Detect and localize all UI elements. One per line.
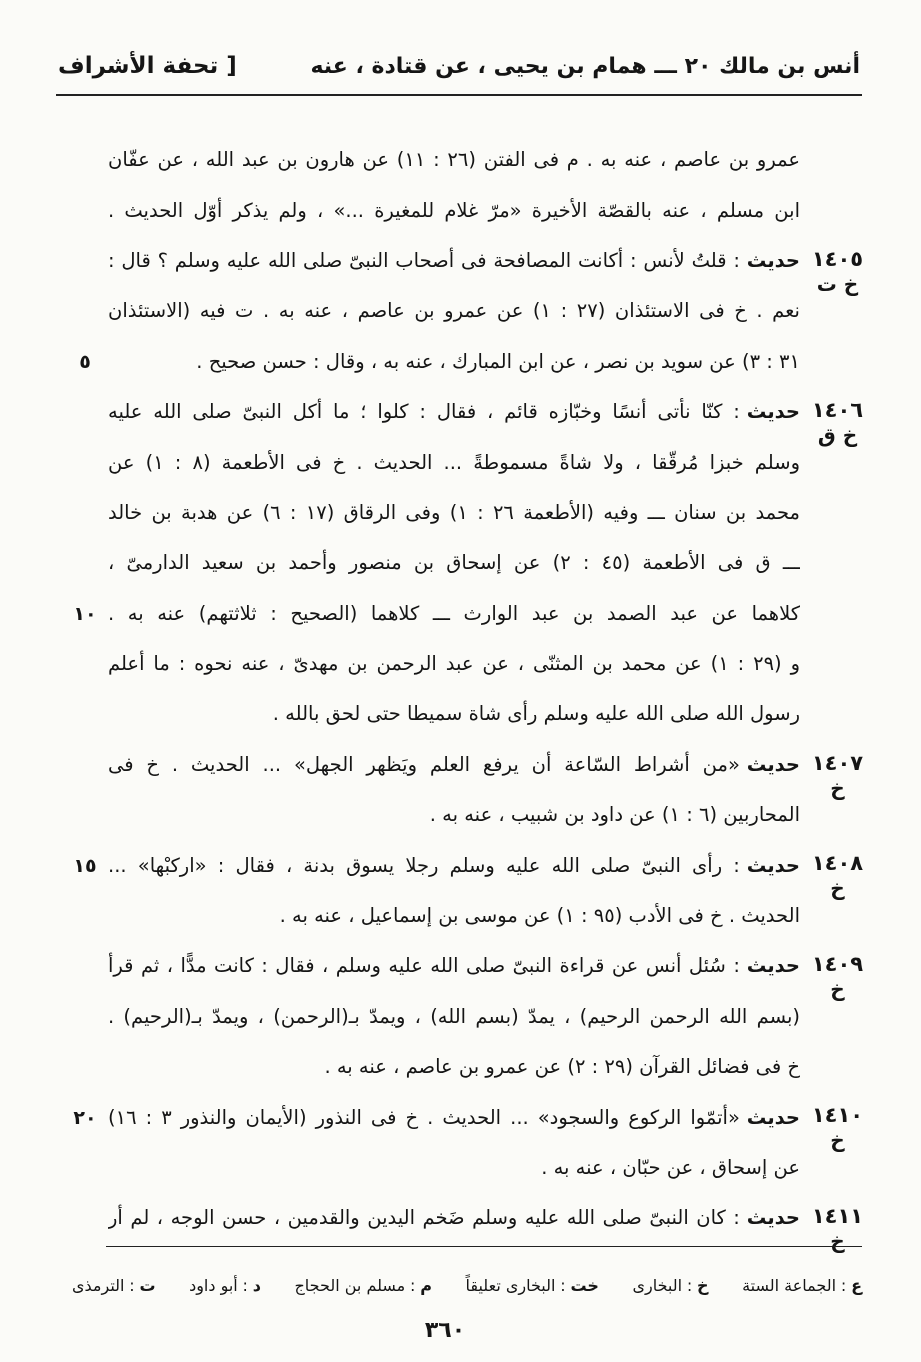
footnote-separator: : [242,1275,248,1295]
book-title: [ تحفة الأشراف [58,53,237,79]
entry-1410 [62,1092,875,1193]
entry-continuation [62,135,875,236]
entry-number-column [800,1092,875,1193]
text-line [108,1193,800,1243]
footnote-item [189,1276,261,1295]
text-line: المحاربين (٦ : ١) عن داود بن شبيب ، عنه به . [429,803,800,827]
text-line: (بسم الله الرحمن الرحيم) ، يمدّ (بسم الله) ، ويمدّ بـ(الرحمن) ، ويمدّ بـ(الرحيم) . [108,1004,800,1028]
footnote-separator: : [129,1275,135,1295]
line-text: : كان النبىّ صلى الله عليه وسلم ضَخم اليدين والقدمين ، حسن الوجه ، لم أر [108,1206,740,1230]
entry-number: ١٤٠٩ [811,952,864,977]
entry-number-column [800,1193,875,1253]
text-line: الحديث . خ فى الأدب (٩٥ : ١) عن موسى بن إسماعيل ، عنه به . [279,904,800,928]
entry-number: ١٤٠٧ [811,750,864,775]
line-number-marker: ٢٠ [73,1106,97,1129]
text-line [108,841,800,891]
header-rule [56,94,862,96]
entry-number: ١٤٠٦ [811,397,864,422]
text-line: رسول الله صلى الله عليه وسلم رأى شاة سميطا حتى لحق بالله . [272,702,800,726]
footnote-value: البخارى تعليقاً [465,1275,556,1295]
footnote-key: خت [570,1275,599,1295]
text-line: كلاهما عن عبد الصمد بن عبد الوارث ـــ كلاهما (الصحيح : ثلاثتهم) عنه به . [108,601,800,625]
line-text: «أتمّوا الركوع والسجود» ... الحديث . خ فى النذور (الأيمان والنذور ٣ : ١٦) [108,1105,740,1129]
footnote-separator: : [840,1275,847,1295]
footnote-rule [106,1246,862,1247]
footnote-separator: : [410,1275,416,1295]
hadith-lead: حديث [746,1105,800,1129]
footnote-separator: : [686,1275,693,1295]
entry-sigla: خ [830,775,845,800]
line-text: : رأى النبىّ صلى الله عليه وسلم رجلا يسوق بدنة ، فقال : «اركبْها» ... [108,853,740,877]
entry-number: ١٤٠٥ [811,246,864,271]
footnote-item [72,1276,156,1295]
text-line [108,740,800,790]
footnote-key: م [420,1275,432,1295]
entry-1407 [62,740,875,841]
sigla-key-footnote [72,1268,862,1302]
text-line [108,387,800,437]
hadith-lead: حديث [746,248,800,272]
entry-number: ١٤١٠ [811,1103,864,1128]
text-line: نعم . خ فى الاستئذان (٢٧ : ١) عن عمرو بن عاصم ، عنه به . ت فيه (الاستئذان [108,299,800,323]
text-line: ابن مسلم ، عنه بالقصّة الأخيرة «مرّ غلام للمغيرة ...» ، ولم يذكر أوّل الحديث . [108,198,800,222]
text-line: عمرو بن عاصم ، عنه به . م فى الفتن (٢٦ : ١١) عن هارون بن عبد الله ، عن عفّان [108,148,800,172]
footnote-value: الجماعة الستة [742,1275,837,1295]
footnote-value: البخارى [632,1275,683,1295]
entry-sigla: خ [830,1229,845,1254]
entry-number-column [800,236,875,387]
footnote-item [742,1276,862,1295]
hadith-lead: حديث [746,400,800,424]
footnote-key: خ [697,1275,709,1295]
line-text: : كنّا نأتى أنسًا وخبّازه قائم ، فقال : كلوا ؛ ما أكل النبىّ صلى الله عليه [108,400,740,424]
footnote-item [632,1276,708,1295]
entry-sigla: خ [830,977,845,1002]
hadith-lead: حديث [746,752,800,776]
line-text: : سُئل أنس عن قراءة النبىّ صلى الله عليه وسلم ، فقال : كانت مدًّا ، ثم قرأ [108,954,740,978]
entry-1409 [62,941,875,1092]
hadith-lead: حديث [746,1206,800,1230]
footnote-value: أبو داود [189,1275,238,1295]
text-line: ـــ ق فى الأطعمة (٤٥ : ٢) عن إسحاق بن منصور وأحمد بن سعيد الدارمىّ ، [108,551,800,575]
entry-number-column [800,941,875,1092]
entry-sigla: خ ق [817,422,858,447]
footnote-item [466,1276,599,1295]
text-line [108,1093,800,1143]
entry-number-column [800,840,875,941]
hadith-lead: حديث [746,954,800,978]
entry-number-column [800,387,875,740]
entry-number: ١٤٠٨ [811,851,864,876]
line-number-marker: ٥ [79,350,91,373]
entry-sigla: خ [830,876,845,901]
entry-sigla: خ [830,1128,845,1153]
entry-number-column [800,135,875,236]
text-line [108,236,800,286]
running-title: أنس بن مالك ٢٠ ـــ همام بن يحيى ، عن قتادة ، عنه [310,53,860,79]
page-number: ٣٦٠ [424,1318,466,1343]
footnote-key: د [252,1275,261,1295]
entry-1406 [62,387,875,740]
text-line: و (٢٩ : ١) عن محمد بن المثنّى ، عن عبد الرحمن بن مهدىّ ، عنه نحوه : ما أعلم [108,652,800,676]
hadith-lead: حديث [746,853,800,877]
footnote-item [294,1276,432,1295]
text-line: وسلم خبزا مُرقّقا ، ولا شاةً مسموطةً ... الحديث . خ فى الأطعمة (٨ : ١) عن [108,450,800,474]
page-header [58,44,860,88]
line-text: : قلتُ لأنس : أكانت المصافحة فى أصحاب النبىّ صلى الله عليه وسلم ؟ قال : [108,248,740,272]
entry-1405 [62,236,875,387]
entry-number-column [800,740,875,841]
main-text [62,135,875,1253]
entry-1411 [62,1193,875,1253]
entry-1408 [62,840,875,941]
line-number-marker: ١٥ [73,854,97,877]
text-line: عن إسحاق ، عن حبّان ، عنه به . [541,1156,800,1179]
entry-sigla: خ ت [816,271,859,296]
text-line: محمد بن سنان ـــ وفيه (الأطعمة ٢٦ : ١) وفى الرقاق (١٧ : ٦) عن هدبة بن خالد [108,500,800,524]
line-number-marker: ١٠ [73,602,97,625]
footnote-value: مسلم بن الحجاج [294,1275,406,1295]
line-text: «من أشراط السّاعة أن يرفع العلم ويَظهر الجهل» ... الحديث . خ فى [108,752,740,776]
text-line: ٣١ : ٣) عن سويد بن نصر ، عن ابن المبارك ، عنه به ، وقال : حسن صحيح . [196,349,800,373]
footnote-value: الترمذى [72,1275,125,1295]
footnote-key: ع [851,1275,862,1295]
footnote-key: ت [139,1275,156,1295]
text-line: خ فى فضائل القرآن (٢٩ : ٢) عن عمرو بن عاصم ، عنه به . [324,1055,800,1079]
text-line [108,941,800,991]
footnote-separator: : [560,1275,566,1295]
entry-number: ١٤١١ [811,1204,864,1229]
